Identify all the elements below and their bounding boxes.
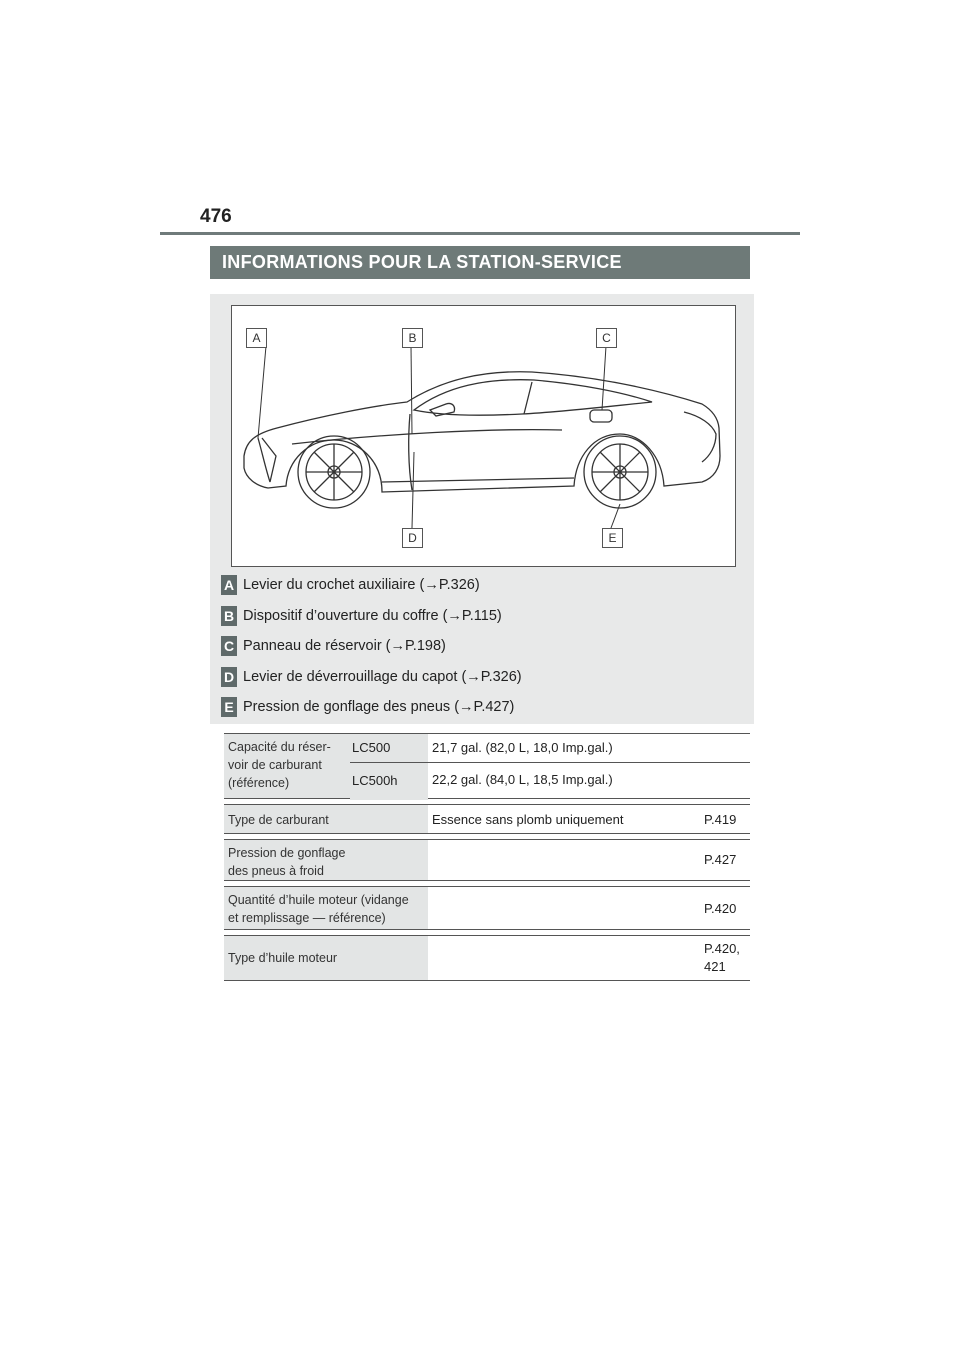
spec-table bbox=[224, 733, 750, 981]
leader-b bbox=[411, 346, 412, 434]
car-rear-light bbox=[684, 412, 716, 462]
legend-badge: E bbox=[221, 697, 237, 717]
callout-b: B bbox=[402, 328, 423, 348]
section-title: INFORMATIONS POUR LA STATION-SERVICE bbox=[210, 246, 750, 279]
legend-badge: B bbox=[221, 606, 237, 626]
model-lc500: LC500 bbox=[350, 734, 428, 762]
capacity-lc500: 21,7 gal. (82,0 L, 18,0 Imp.gal.) bbox=[432, 740, 613, 755]
capacity-lc500h: 22,2 gal. (84,0 L, 18,5 Imp.gal.) bbox=[432, 772, 613, 787]
legend-item-b bbox=[221, 605, 502, 627]
table-row bbox=[224, 935, 750, 981]
oil-quantity-label: Quantité d’huile moteur (vidange et remplissage — référence) bbox=[224, 887, 428, 929]
legend-item-e bbox=[221, 696, 514, 718]
leader-a bbox=[258, 346, 266, 438]
oil-quantity-ref: P.420 bbox=[704, 901, 737, 916]
legend-badge: C bbox=[221, 636, 237, 656]
car-side-crease bbox=[292, 430, 562, 444]
leader-c bbox=[602, 346, 606, 410]
callout-e: E bbox=[602, 528, 623, 548]
fuel-type-value: Essence sans plomb uniquement bbox=[432, 812, 624, 827]
car-diagram bbox=[231, 305, 736, 567]
callout-c: C bbox=[596, 328, 617, 348]
table-row bbox=[224, 886, 750, 930]
row-divider bbox=[350, 762, 750, 763]
model-lc500h: LC500h bbox=[350, 763, 428, 800]
callout-a: A bbox=[246, 328, 267, 348]
legend-text: Levier de déverrouillage du capot (→P.326) bbox=[243, 669, 522, 685]
callout-d: D bbox=[402, 528, 423, 548]
car-illustration bbox=[232, 306, 735, 566]
legend-item-a bbox=[221, 574, 480, 596]
fuel-type-ref: P.419 bbox=[704, 812, 737, 827]
legend-item-c bbox=[221, 635, 446, 657]
car-window bbox=[414, 380, 652, 415]
top-rule bbox=[160, 232, 800, 235]
car-grille bbox=[258, 438, 276, 482]
oil-type-ref: P.420, 421 bbox=[704, 941, 740, 974]
legend-text: Panneau de réservoir (→P.198) bbox=[243, 638, 446, 654]
legend-badge: A bbox=[221, 575, 237, 595]
oil-type-label: Type d’huile moteur bbox=[224, 936, 428, 980]
car-body-outline bbox=[244, 372, 720, 492]
tire-pressure-ref: P.427 bbox=[704, 852, 737, 867]
car-pillar bbox=[524, 382, 532, 414]
table-row bbox=[224, 733, 750, 799]
table-row bbox=[224, 839, 750, 881]
page-number: 476 bbox=[200, 206, 232, 227]
legend-badge: D bbox=[221, 667, 237, 687]
legend-text: Dispositif d’ouverture du coffre (→P.115) bbox=[243, 608, 502, 624]
tire-pressure-label: Pression de gonflage des pneus à froid bbox=[224, 840, 428, 880]
legend-text: Pression de gonflage des pneus (→P.427) bbox=[243, 699, 515, 715]
legend-text: Levier du crochet auxiliaire (→P.326) bbox=[243, 577, 480, 593]
legend-item-d bbox=[221, 666, 522, 688]
table-row bbox=[224, 804, 750, 834]
leader-d bbox=[412, 452, 414, 528]
fuel-type-label: Type de carburant bbox=[224, 805, 428, 833]
fuel-capacity-label: Capacité du réser- voir de carburant (référence) bbox=[224, 734, 350, 798]
car-fuel-door bbox=[590, 410, 612, 422]
